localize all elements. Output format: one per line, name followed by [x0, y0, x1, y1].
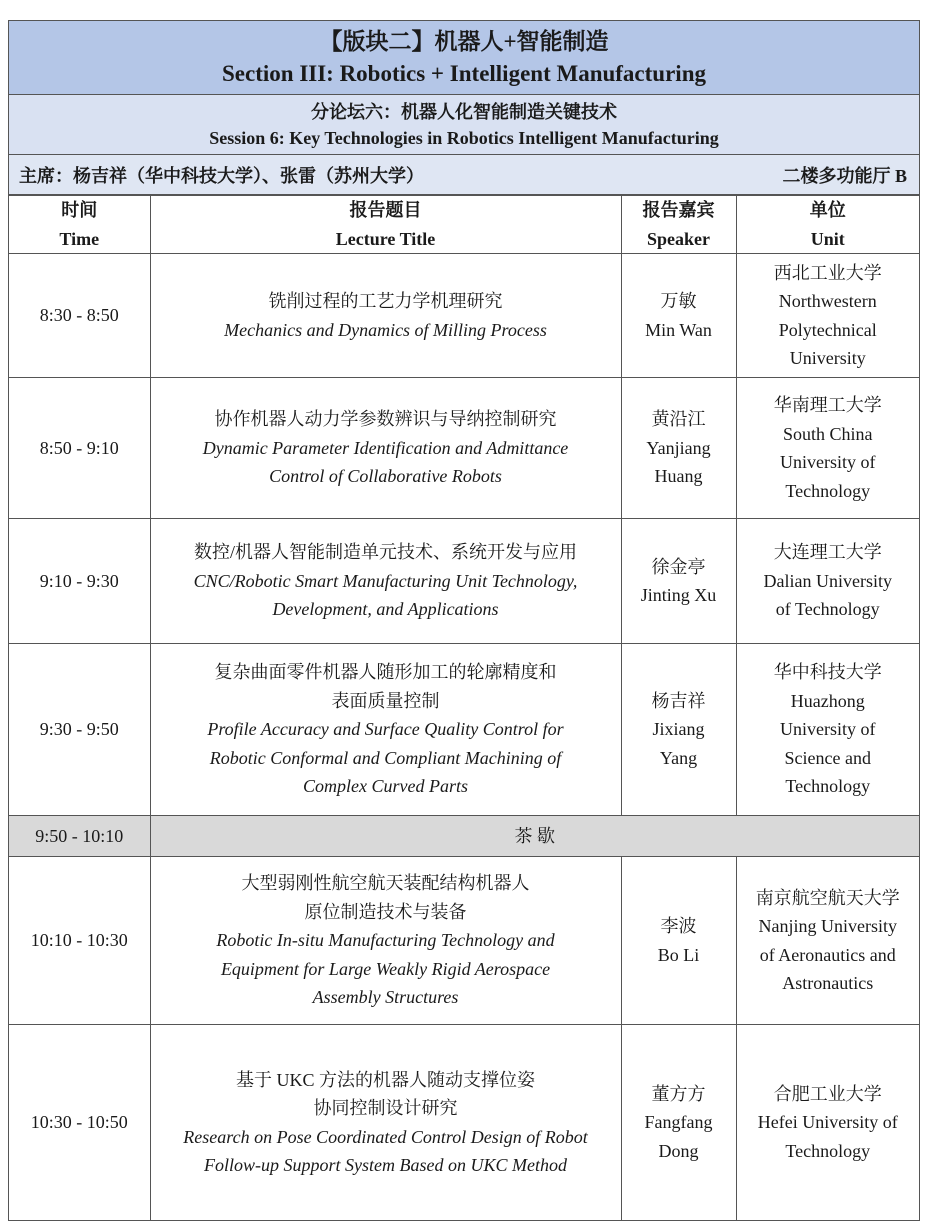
- unit-name: 南京航空航天大学: [755, 887, 900, 908]
- unit-cell: [736, 378, 919, 519]
- lecture-title-cn: 复杂曲面零件机器人随形加工的轮廓精度和: [214, 662, 557, 683]
- time-cell: 10:30 - 10:50: [9, 1025, 150, 1221]
- table-row: [9, 644, 919, 816]
- lecture-title-en: Control of Collaborative Robots: [269, 466, 502, 487]
- speaker-name: 董方方: [651, 1083, 706, 1104]
- speaker-cell: [621, 1025, 736, 1221]
- table-header: [9, 196, 919, 254]
- session-banner: [9, 95, 919, 155]
- lecture-title-cell: [150, 254, 621, 378]
- unit-name: Technology: [785, 480, 871, 501]
- lecture-title-cell: [150, 644, 621, 816]
- speaker-name: 黄沿江: [651, 409, 706, 430]
- unit-cell: [736, 254, 919, 378]
- unit-cell: [736, 644, 919, 816]
- lecture-title-cn: 铣削过程的工艺力学机理研究: [268, 291, 503, 311]
- time-cell: 10:10 - 10:30: [9, 857, 150, 1025]
- unit-name: 华南理工大学: [773, 395, 882, 415]
- speaker-name: Jixiang: [652, 719, 705, 740]
- tea-break-time: 9:50 - 10:10: [9, 816, 150, 857]
- header-unit: 单位 Unit: [736, 196, 919, 254]
- time-cell: 8:30 - 8:50: [9, 254, 150, 378]
- speaker-name: Yang: [659, 747, 698, 768]
- speaker-cell: [621, 254, 736, 378]
- lecture-title-en: CNC/Robotic Smart Manufacturing Unit Technology,: [193, 570, 578, 591]
- speaker-name: Min Wan: [645, 319, 712, 340]
- unit-cell: [736, 1025, 919, 1221]
- section-banner: [9, 20, 919, 95]
- unit-name: of Technology: [775, 599, 880, 620]
- lecture-title-en: Assembly Structures: [312, 987, 459, 1008]
- unit-name: Astronautics: [782, 973, 874, 993]
- unit-name: of Aeronautics and: [759, 944, 896, 965]
- speaker-cell: [621, 644, 736, 816]
- unit-cell: [736, 519, 919, 644]
- speaker-name: 徐金亭: [651, 556, 706, 577]
- speaker-name: 杨吉祥: [651, 690, 706, 711]
- table-row: [9, 857, 919, 1025]
- lecture-title-cn: 基于 UKC 方法的机器人随动支撑位姿: [235, 1069, 535, 1090]
- header-speaker: 报告嘉宾 Speaker: [621, 196, 736, 254]
- lecture-title-en: Dynamic Parameter Identification and Admittance: [202, 437, 569, 458]
- lecture-title-en: Profile Accuracy and Surface Quality Control for: [207, 719, 564, 740]
- lecture-title-en: Equipment for Large Weakly Rigid Aerospace: [220, 958, 551, 979]
- unit-cell: [736, 857, 919, 1025]
- unit-name: 华中科技大学: [773, 662, 882, 683]
- speaker-cell: [621, 378, 736, 519]
- table-row: [9, 378, 919, 519]
- unit-name: Dalian University: [763, 570, 892, 591]
- lecture-title-cell: [150, 1025, 621, 1221]
- time-cell: 9:10 - 9:30: [9, 519, 150, 644]
- unit-name: Northwestern: [778, 291, 877, 311]
- unit-name: University of: [780, 452, 876, 472]
- chair-text: 主席：杨吉祥（华中科技大学）、张雷（苏州大学）: [19, 165, 424, 186]
- session-title-en: Session 6: Key Technologies in Robotics Intelligent Manufacturing: [209, 127, 719, 148]
- schedule-table: [9, 195, 919, 1221]
- speaker-name: Jinting Xu: [640, 585, 717, 605]
- lecture-title-cn: 表面质量控制: [331, 690, 440, 711]
- lecture-title-cell: [150, 857, 621, 1025]
- unit-name: University of: [780, 719, 876, 740]
- lecture-title-cell: [150, 519, 621, 644]
- lecture-title-en: Development, and Applications: [272, 599, 499, 620]
- speaker-cell: [621, 519, 736, 644]
- unit-name: 西北工业大学: [773, 262, 882, 283]
- schedule-page: [8, 20, 920, 1221]
- venue-text: 二楼多功能厅 B: [782, 165, 907, 186]
- speaker-name: Dong: [658, 1140, 699, 1161]
- speaker-name: 万敏: [660, 291, 697, 311]
- unit-name: Technology: [785, 1140, 871, 1161]
- lecture-title-en: Follow-up Support System Based on UKC Method: [204, 1155, 567, 1175]
- speaker-cell: [621, 857, 736, 1025]
- unit-name: Hefei University of: [757, 1112, 898, 1133]
- unit-name: South China: [782, 423, 873, 444]
- time-cell: 8:50 - 9:10: [9, 378, 150, 519]
- lecture-title-en: Robotic In-situ Manufacturing Technology and: [216, 930, 555, 951]
- speaker-name: Huang: [654, 466, 703, 487]
- unit-name: 大连理工大学: [773, 542, 882, 563]
- lecture-title-en: Complex Curved Parts: [303, 776, 468, 797]
- unit-name: 合肥工业大学: [773, 1083, 882, 1104]
- table-row: [9, 1025, 919, 1221]
- lecture-title-cn: 协同控制设计研究: [313, 1098, 458, 1118]
- speaker-name: Yanjiang: [646, 437, 711, 458]
- unit-name: Science and: [784, 747, 871, 768]
- lecture-title-en: Research on Pose Coordinated Control Design of Robot: [183, 1126, 588, 1147]
- lecture-title-en: Mechanics and Dynamics of Milling Process: [224, 319, 547, 340]
- unit-name: Technology: [785, 776, 871, 797]
- section-title-en: Section III: Robotics + Intelligent Manufacturing: [222, 60, 706, 86]
- lecture-title-cell: [150, 378, 621, 519]
- lecture-title-cn: 原位制造技术与装备: [304, 901, 467, 922]
- table-row: [9, 254, 919, 378]
- unit-name: University: [789, 348, 866, 368]
- unit-name: Huazhong: [790, 690, 865, 711]
- speaker-name: 李波: [660, 916, 697, 936]
- speaker-name: Bo Li: [657, 944, 700, 965]
- tea-break-label: 茶 歇: [150, 816, 919, 857]
- table-row: [9, 519, 919, 644]
- lecture-title-cn: 大型弱刚性航空航天装配结构机器人: [241, 873, 530, 894]
- unit-name: Nanjing University: [758, 916, 897, 936]
- chair-bar: [9, 155, 919, 195]
- session-title-cn: 分论坛六：机器人化智能制造关键技术: [311, 101, 617, 122]
- section-title-cn: 【版块二】机器人+智能制造: [319, 28, 609, 54]
- lecture-title-en: Robotic Conformal and Compliant Machining of: [209, 747, 562, 768]
- speaker-name: Fangfang: [644, 1112, 713, 1133]
- tea-break-row: [9, 816, 919, 857]
- time-cell: 9:30 - 9:50: [9, 644, 150, 816]
- unit-name: Polytechnical: [778, 319, 877, 340]
- header-title: 报告题目 Lecture Title: [150, 196, 621, 254]
- lecture-title-cn: 数控/机器人智能制造单元技术、系统开发与应用: [194, 542, 577, 563]
- header-time: 时间 Time: [9, 196, 150, 254]
- lecture-title-cn: 协作机器人动力学参数辨识与导纳控制研究: [214, 409, 557, 430]
